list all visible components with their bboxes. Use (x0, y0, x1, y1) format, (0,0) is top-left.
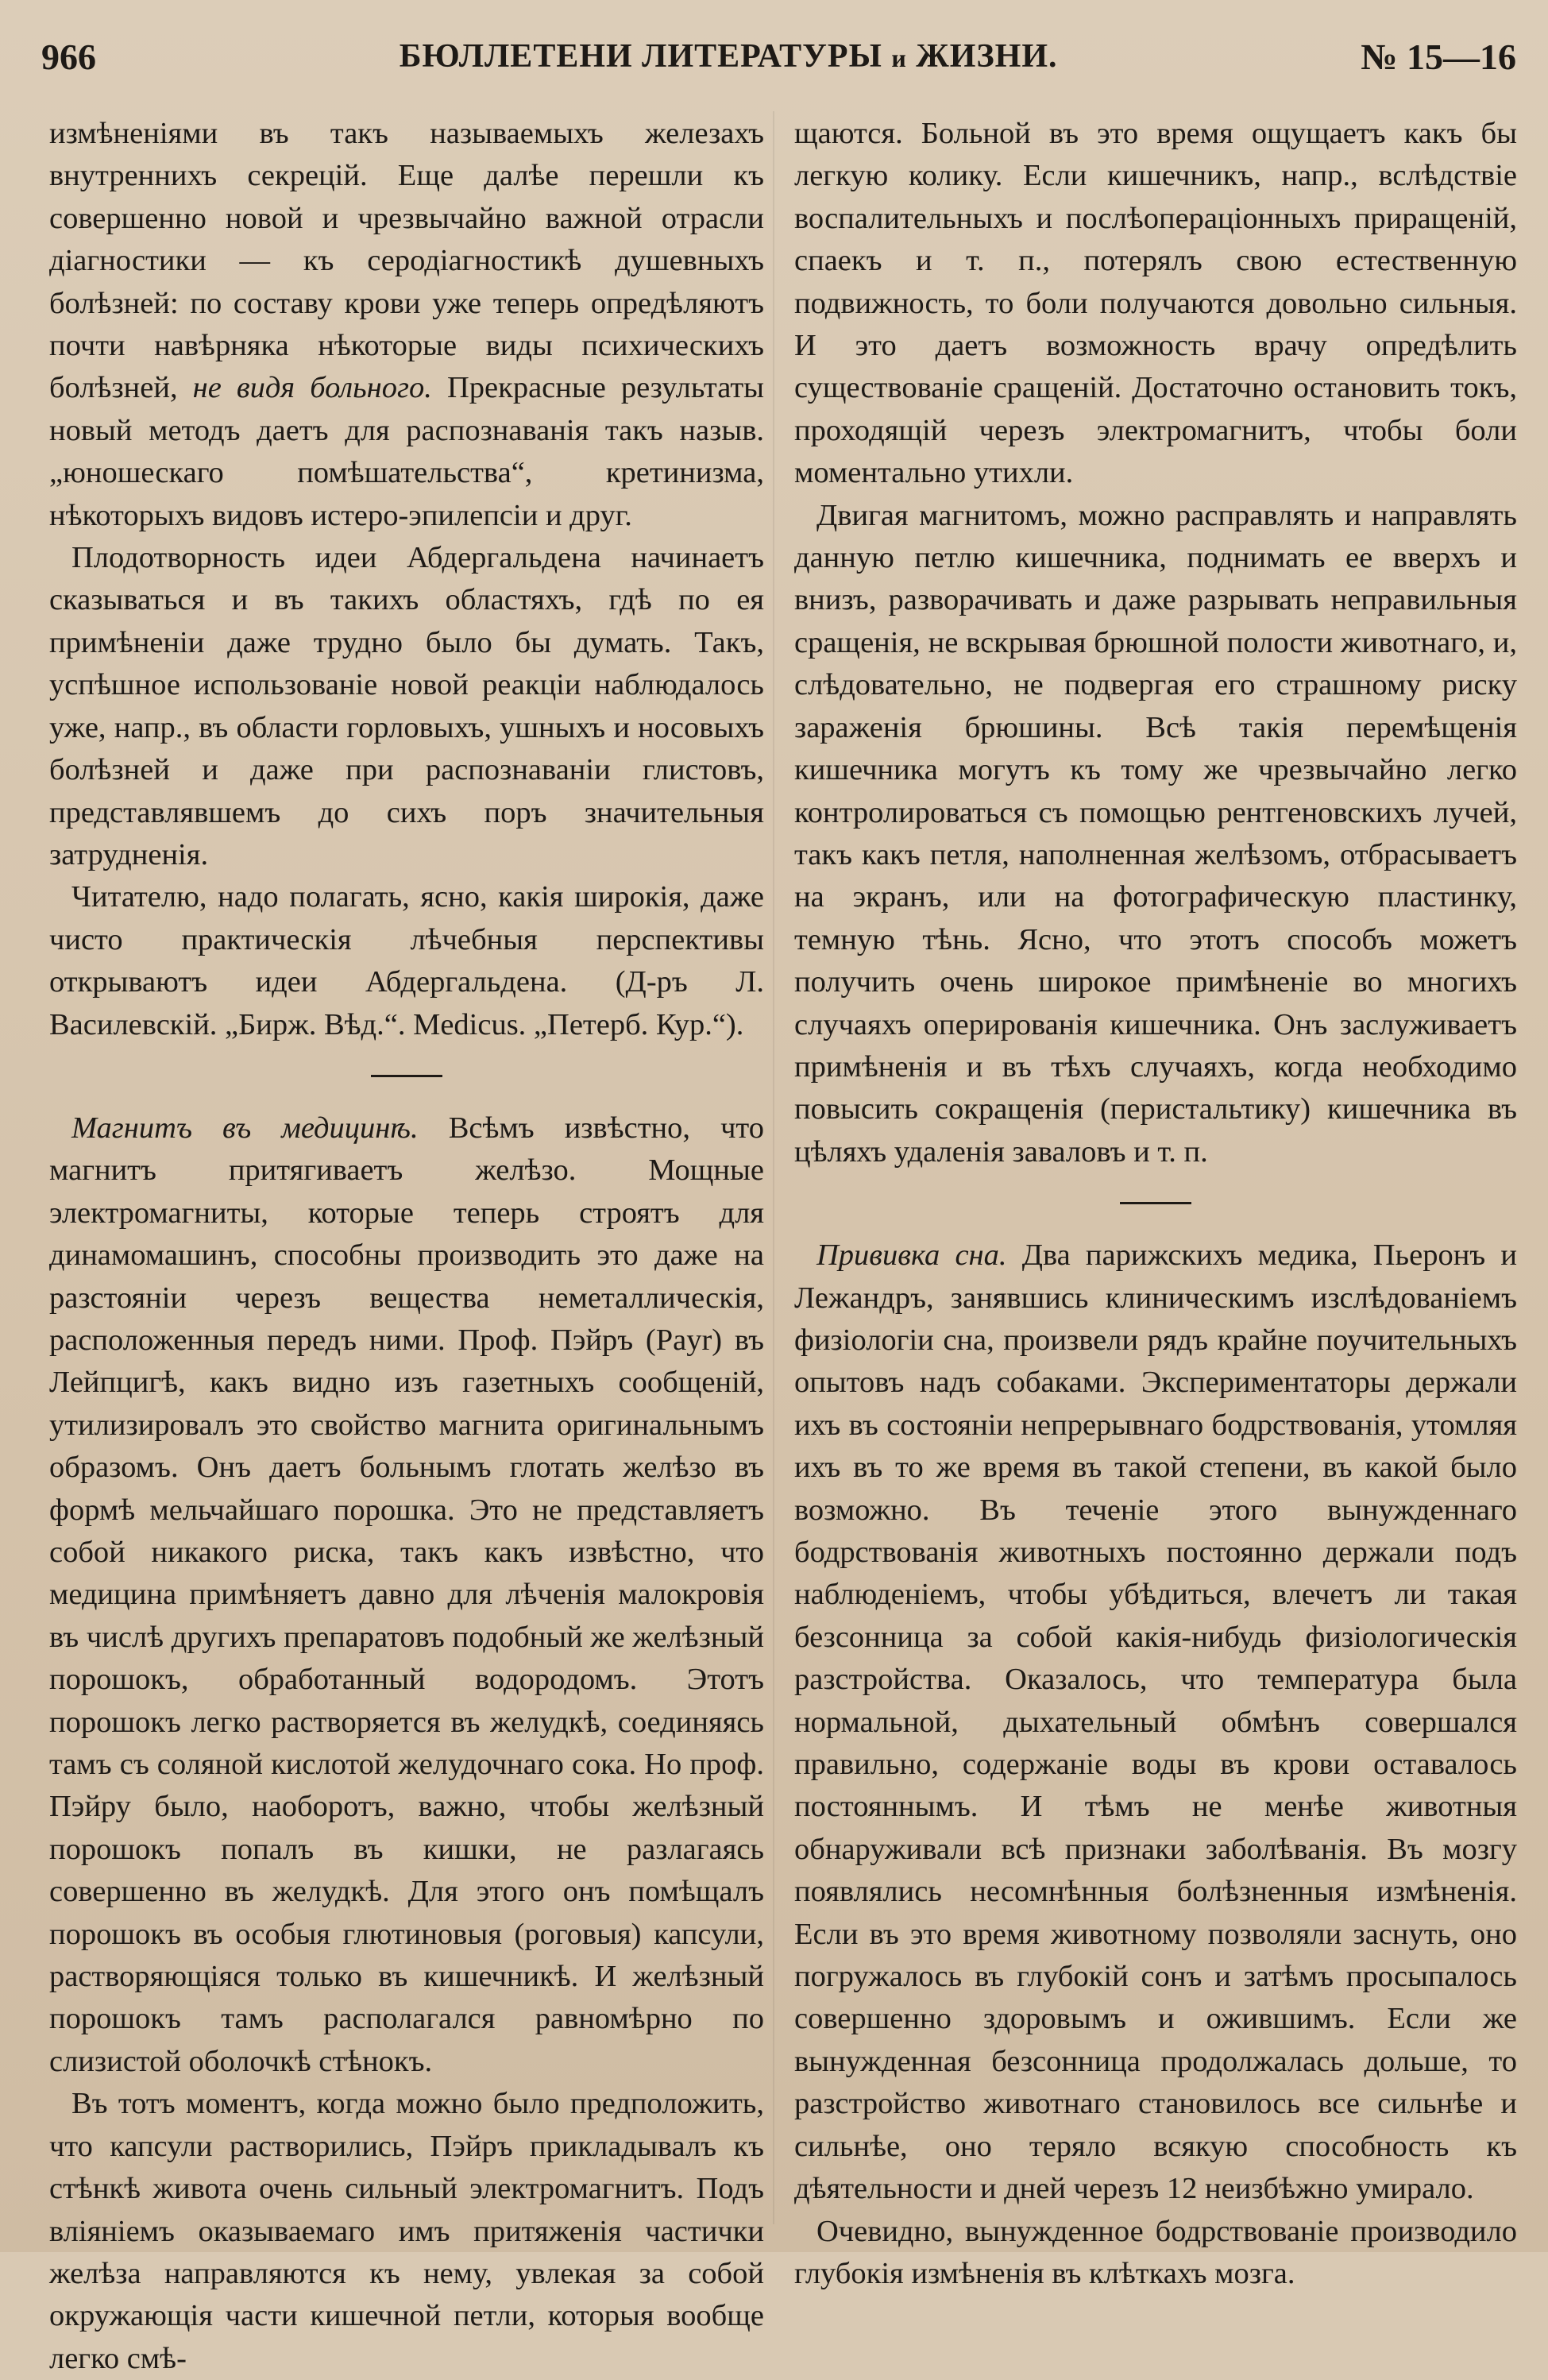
journal-title-part-b: ЖИЗНИ. (916, 38, 1058, 75)
left-column (49, 113, 764, 2380)
running-header (41, 29, 1516, 84)
paragraph-magnet-continuation: щаются. Больной въ это время ощущаетъ какъ бы легкую колику. Если кишечникъ, напр., вслѣдствіе воспалительныхъ и послѣоперaціонныхъ приращеній, спаекъ и т. п., потерялъ свою естественную подвижность, то боли получаются довольно сильныя. И это даетъ возможность врачу опредѣлить существованіе сращеній. Достаточно остановить токъ, проходящій черезъ электромагнитъ, чтобы боли моментально утихли. (794, 117, 1517, 490)
page-number: 966 (41, 36, 96, 77)
italic-phrase: не видя больного. (192, 371, 432, 405)
paragraph-magnet-manipulation: Двигая магнитомъ, можно расправлять и направлять данную петлю кишечника, поднимать ее вверхъ и внизъ, разворачивать и даже разрывать неправильныя сращенія, не вскрывая брюшной полости животнаго, и, слѣдовательно, не подвергая его страшному риску зараженія брюшины. Всѣ такія перемѣщенія кишечника могутъ къ тому же чрезвычайно легко контролироваться съ помощью рентгеновскихъ лучей, такъ какъ петля, наполненная желѣзомъ, отбрасываетъ на экранъ, или на фотографическую пластинку, темную тѣнь. Ясно, что этотъ способъ можетъ получить очень широкое примѣненіе во многихъ случаяхъ оперированія кишечника. Онъ заслуживаетъ примѣненія и въ тѣхъ случаяхъ, когда необходимо повысить сокращенія (перистальтику) кишечника въ цѣляхъ удаленія заваловъ и т. п. (794, 498, 1517, 1169)
journal-title (400, 37, 1058, 75)
paragraph-sleep-conclusion: Очевидно, вынужденное бодрствованіе производило глубокія измѣненія въ клѣткахъ мозга. (794, 2214, 1517, 2290)
paragraph-abderhalden-diagnostics (49, 113, 764, 537)
article-heading-sleep: Прививка сна. (816, 1238, 1007, 1273)
journal-title-conjunction: и (891, 44, 907, 72)
section-separator (371, 1075, 442, 1077)
article-magnet-in-medicine (49, 1107, 764, 2083)
paragraph-text: Всѣмъ извѣстно, что магнитъ притягиваетъ желѣзо. Мощные электромагниты, которые теперь строятъ для динамомашинъ, способны производить это даже на разстояніи черезъ вещества неметаллическія, расположенныя передъ ними. Проф. Пэйръ (Payr) въ Лейпцигѣ, какъ видно изъ газетныхъ сообщеній, утилизировалъ это свойство магнита оригинальнымъ образомъ. Онъ даетъ больнымъ глотать желѣзо въ формѣ мельчайшаго порошка. Это не представляетъ собой никакого риска, такъ какъ извѣстно, что медицина примѣняетъ давно для лѣченія малокровія въ числѣ другихъ препаратовъ подобный же желѣзный порошокъ, обработанный водородомъ. Этотъ порошокъ легко растворяется въ желудкѣ, соединяясь тамъ съ соляной кислотой желудочнаго сока. Но проф. Пэйру было, наоборотъ, важно, чтобы желѣзный порошокъ попалъ въ кишки, не разлагаясь совершенно въ желудкѣ. Для этого онъ помѣщалъ порошокъ въ особыя глютиновыя (роговыя) капсули, растворяющіяся только въ кишечникѣ. И желѣзный порошокъ тамъ располагался равномѣрно по слизистой оболочкѣ стѣнокъ. (49, 1111, 764, 2078)
paragraph-text: измѣненіями въ такъ называемыхъ железахъ внутреннихъ секрецій. Еще далѣе перешли къ совершенно новой и чрезвычайно важной отрасли діагностики — къ серодіагностикѣ душевныхъ болѣзней: по составу крови уже теперь опредѣляютъ почти навѣрняка нѣкоторые виды психическихъ болѣзней, (49, 117, 764, 405)
article-heading-magnet: Магнитъ въ медицинѣ. (71, 1111, 419, 1145)
column-divider (773, 111, 774, 2224)
journal-title-part-a: БЮЛЛЕТЕНИ ЛИТЕРАТУРЫ (399, 38, 882, 75)
article-sleep-inoculation (794, 1234, 1517, 2210)
paragraph-magnet-procedure: Въ тотъ моментъ, когда можно было предположить, что капсули растворились, Пэйръ прикладывалъ къ стѣнкѣ живота очень сильный электромагнитъ. Подъ вліяніемъ оказываемаго имъ притяженія частички желѣза направляются къ нему, увлекая за собой окружающія части кишечной петли, которыя вообще легко смѣ- (49, 2087, 764, 2375)
paragraph-text: Два парижскихъ медика, Пьеронъ и Лежандръ, занявшись клиническимъ изслѣдованіемъ физіологіи сна, произвели рядъ крайне поучительныхъ опытовъ надъ собаками. Экспериментаторы держали ихъ въ состояніи непрерывнаго бодрствованія, утомляя ихъ въ то же время въ такой степени, въ какой было возможно. Въ теченіе этого вынужденнаго бодрствованія животныхъ постоянно держали подъ наблюденіемъ, чтобы убѣдиться, влечетъ ли такая безсонница за собой какія-нибудь физіологическія разстройства. Оказалось, что температура была нормальной, дыхательный обмѣнъ совершался правильно, содержаніе воды въ крови оставалось постояннымъ. И тѣмъ не менѣе животныя обнаруживали всѣ признаки заболѣванія. Въ мозгу появлялись несомнѣнныя болѣзненныя измѣненія. Если въ это время животному позволяли заснуть, оно погружалось въ глубокій сонъ и затѣмъ просыпалось совершенно здоровымъ и ожившимъ. Если же вынужденная безсонница продолжалась дольше, то разстройство животнаго становилось все сильнѣе и сильнѣе, оно теряло всякую способность къ дѣятельности и дней черезъ 12 неизбѣжно умирало. (794, 1238, 1517, 2206)
section-separator (1120, 1202, 1191, 1204)
paragraph-abderhalden-conclusion: Читателю, надо полагать, ясно, какія широкія, даже чисто практическія лѣчебныя перспективы открываютъ идеи Абдергальдена. (Д-ръ Л. Василевскій. „Бирж. Вѣд.“. Medicus. „Петерб. Кур.“). (49, 880, 764, 1041)
paragraph-abderhalden-applications: Плодотворность идеи Абдергальдена начинаетъ сказываться и въ такихъ областяхъ, гдѣ по ея примѣненіи даже трудно было бы думать. Такъ, успѣшное использованіе новой реакціи наблюдалось уже, напр., въ области горловыхъ, ушныхъ и носовыхъ болѣзней и даже при распознаваніи глистовъ, представлявшемъ до сихъ поръ значительныя затрудненія. (49, 541, 764, 871)
right-column (794, 113, 1517, 2295)
issue-number: № 15—16 (1361, 36, 1516, 77)
paragraph-text: Прекрасные результаты новый методъ даетъ для распознаванія такъ назыв. „юношескаго помѣшательства“, кретинизма, нѣкоторыхъ видовъ истеро-эпилепсіи и друг. (49, 371, 765, 532)
